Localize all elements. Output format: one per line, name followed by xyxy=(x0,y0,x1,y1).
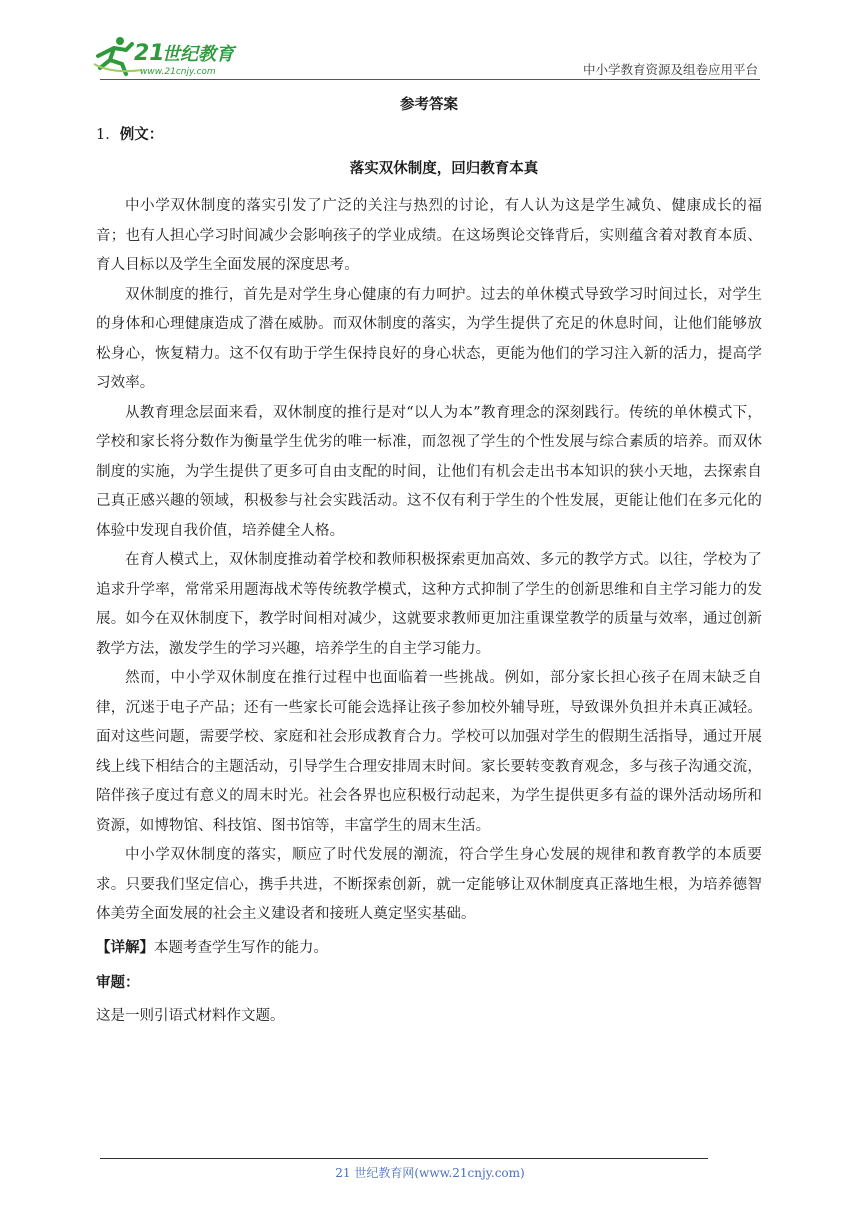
svg-text:21: 21 xyxy=(134,41,165,66)
essay-title: 落实双休制度，回归教育本真 xyxy=(349,160,539,177)
footer-link[interactable]: 21 世纪教育网(www.21cnjy.com) xyxy=(335,1166,525,1180)
essay-paragraph: 中小学双休制度的落实，顺应了时代发展的潮流，符合学生身心发展的规律和教育教学的本质要求。只要我们坚定信心，携手共进，不断探索创新，就一定能够让双休制度真正落地生根，为培养德智体美劳全面发展的社会主义建设者和接班人奠定坚实基础。 xyxy=(96,847,762,922)
review-heading: 审题： xyxy=(96,974,140,991)
document-title: 参考答案 xyxy=(400,96,458,113)
site-logo[interactable] xyxy=(92,34,262,78)
question-label xyxy=(96,124,762,146)
essay-paragraph: 在育人模式上，双休制度推动着学校和教师积极探索更加高效、多元的教学方式。以往，学校为了追求升学率，常常采用题海战术等传统教学模式，这种方式抑制了学生的创新思维和自主学习能力的发展。如今在双休制度下，教学时间相对减少，这就要求教师更加注重课堂教学的质量与效率，通过创新教学方法，激发学生的学习兴趣，培养学生的自主学习能力。 xyxy=(96,552,762,657)
platform-name: 中小学教育资源及组卷应用平台 xyxy=(582,62,758,77)
question-number: 1． xyxy=(96,127,120,143)
essay-paragraph: 从教育理念层面来看，双休制度的推行是对“以人为本”教育理念的深刻践行。传统的单休模式下，学校和家长将分数作为衡量学生优劣的唯一标准，而忽视了学生的个性发展与综合素质的培养。而双休制度的实施，为学生提供了更多可自由支配的时间，让他们有机会走出书本知识的狭小天地，去探索自己真正感兴趣的领域，积极参与社会实践活动。这不仅有利于学生的个性发展，更能让他们在多元化的体验中发现自我价值，培养健全人格。 xyxy=(96,404,762,539)
svg-text:世纪教育: 世纪教育 xyxy=(162,44,234,65)
detail-line xyxy=(96,933,762,964)
page-header xyxy=(0,0,860,82)
detail-bracket: 【详解】 xyxy=(96,938,154,956)
document-body xyxy=(96,94,762,1031)
svg-text:www.21cnjy.com: www.21cnjy.com xyxy=(140,67,216,77)
header-divider xyxy=(100,79,760,80)
runner-logo-icon xyxy=(92,34,262,78)
essay-paragraph: 中小学双休制度的落实引发了广泛的关注与热烈的讨论，有人认为这是学生减负、健康成长的福音；也有人担心学习时间减少会影响孩子的学业成绩。在这场舆论交锋背后，实则蕴含着对教育本质、育人目标以及学生全面发展的深度思考。 xyxy=(96,198,762,273)
essay-paragraph: 然而，中小学双休制度在推行过程中也面临着一些挑战。例如，部分家长担心孩子在周末缺乏自律，沉迷于电子产品；还有一些家长可能会选择让孩子参加校外辅导班，导致课外负担并未真正减轻。面对这些问题，需要学校、家庭和社会形成教育合力。学校可以加强对学生的假期生活指导，通过开展线上线下相结合的主题活动，引导学生合理安排周末时间。家长要转变教育观念，多与孩子沟通交流，陪伴孩子度过有意义的周末时光。社会各界也应积极行动起来，为学生提供更多有益的课外活动场所和资源，如博物馆、科技馆、图书馆等，丰富学生的周末生活。 xyxy=(96,670,762,834)
review-text: 这是一则引语式材料作文题。 xyxy=(96,1007,285,1024)
essay-paragraph: 双休制度的推行，首先是对学生身心健康的有力呵护。过去的单休模式导致学习时间过长，对学生的身体和心理健康造成了潜在威胁。而双休制度的落实，为学生提供了充足的休息时间，让他们能够放松身心，恢复精力。这不仅有助于学生保持良好的身心状态，更能为他们的学习注入新的活力，提高学习效率。 xyxy=(96,286,762,391)
question-label-text: 例文： xyxy=(119,126,164,143)
detail-text: 本题考查学生写作的能力。 xyxy=(154,939,328,956)
footer-divider xyxy=(100,1158,708,1159)
